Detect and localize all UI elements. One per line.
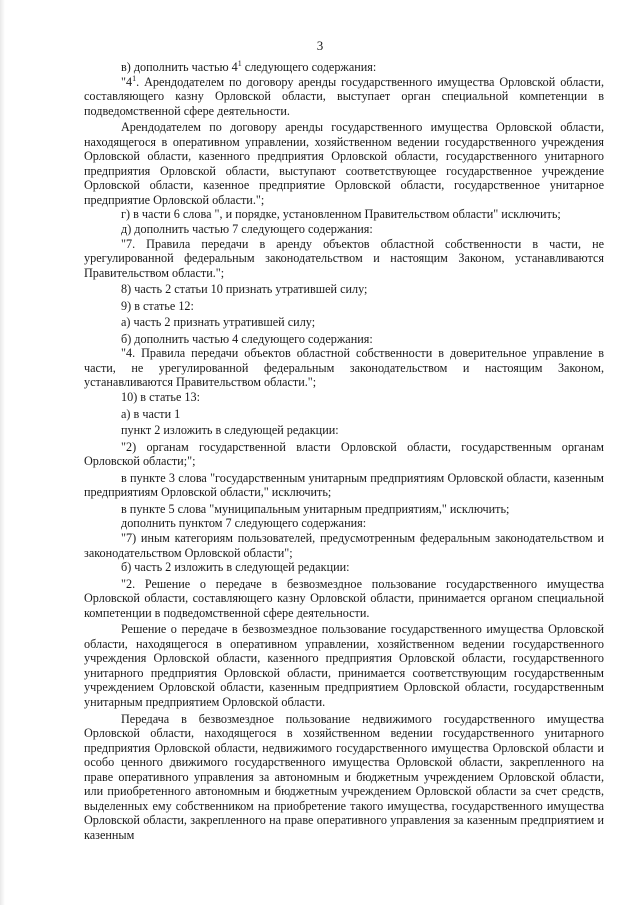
page-number: 3 — [316, 38, 324, 53]
paragraph-d-add-part-7: д) дополнить частью 7 следующего содержания: — [121, 222, 373, 237]
paragraph-quote-4-trust: "4. Правила передачи объектов областной собственности в доверительное управление в части, не урегулированной федеральным законодательством и настоящим Законом, устанавливаются Правительством области."; — [84, 346, 604, 390]
paragraph-quote-punkt-2: "2) органам государственной власти Орловской области, государственным органам Орловской области;"; — [84, 439, 604, 469]
paragraph-10b: б) часть 2 изложить в следующей редакции: — [121, 560, 350, 575]
paragraph-v-add-part-4-1: в) дополнить частью $4^1$ следующего содержания: — [121, 58, 377, 74]
paragraph-item-10: 10) в статье 13: — [121, 390, 200, 405]
paragraph-transfer-real-estate: Передача в безвозмездное пользование недвижимого государственного имущества Орловской области, находящегося в хозяйственном ведении государственного унитарного предприятия Орловской области, недвижимого государственного имущества Орловской области и особо ценного движимого государственного имущества Орловской области, закрепленного на праве оперативного управления за автономным и бюджетным учреждением Орловской области, или приобретенного автономным и бюджетным учреждением Орловской области за счет средств, выделенных ему собственником на приобретение такого имущества, государственного имущества Орловской области, закрепленного на праве оперативного управления за казенным предприятием и казенным — [84, 711, 604, 842]
paragraph-quote-4-1: "$4^1$. Арендодателем по договору аренды государственного имущества Орловской области, составляющего казну Орловской области, выступает орган специальной компетенции в подведомственной сфере деятельности. — [84, 73, 604, 118]
paragraph-punkt-2: пункт 2 изложить в следующей редакции: — [121, 423, 339, 438]
paragraph-decision-institutions: Решение о передаче в безвозмездное пользование государственного имущества Орловской области, находящегося в оперативном управлении, хозяйственном ведении государственного учреждения Орловской области, казенного предприятия Орловской области, государственного унитарного предприятия Орловской области, принимается соответствующим государственным учреждением Орловской области, казенным предприятием Орловской области, государственным унитарным предприятием Орловской области. — [84, 622, 604, 709]
paragraph-quote-7-lease-rules: "7. Правила передачи в аренду объектов областной собственности в части, не урегулированной федеральным законодательством и настоящим Законом, устанавливаются Правительством области."; — [84, 236, 604, 280]
paragraph-lessor-institutions: Арендодателем по договору аренды государственного имущества Орловской области, находящегося в оперативном управлении, хозяйственном ведении государственного учреждения Орловской области, казенного предприятия Орловской области, государственного унитарного предприятия Орловской области, выступают соответствующее государственное учреждение Орловской области, казенное предприятие Орловской области, государственное унитарное предприятие Орловской области."; — [84, 120, 604, 207]
document-body — [84, 60, 604, 842]
paragraph-9a: а) часть 2 признать утратившей силу; — [121, 315, 316, 330]
paragraph-10a: а) в части 1 — [121, 406, 181, 421]
paragraph-quote-punkt-7: "7) иным категориям пользователей, предусмотренным федеральным законодательством и законодательством Орловской области"; — [84, 530, 604, 560]
page-edge-shadow — [0, 0, 5, 905]
paragraph-punkt-5: в пункте 5 слова "муниципальным унитарным предприятиям," исключить; — [121, 501, 510, 516]
paragraph-9b: б) дополнить частью 4 следующего содержания: — [121, 331, 373, 346]
paragraph-g-part-6: г) в части 6 слова ", и порядке, установленном Правительством области" исключить; — [121, 207, 561, 222]
paragraph-punkt-3: в пункте 3 слова "государственным унитарным предприятиям Орловской области, казенным предприятиям Орловской области," исключить; — [84, 470, 604, 500]
paragraph-item-8: 8) часть 2 статьи 10 признать утратившей силу; — [121, 282, 368, 297]
paragraph-quote-part-2: "2. Решение о передаче в безвозмездное пользование государственного имущества Орловской области, составляющего казну Орловской области, принимается органом специальной компетенции в подведомственной сфере деятельности. — [84, 576, 604, 620]
paragraph-add-punkt-7: дополнить пунктом 7 следующего содержания: — [121, 516, 367, 531]
paragraph-item-9: 9) в статье 12: — [121, 298, 194, 313]
